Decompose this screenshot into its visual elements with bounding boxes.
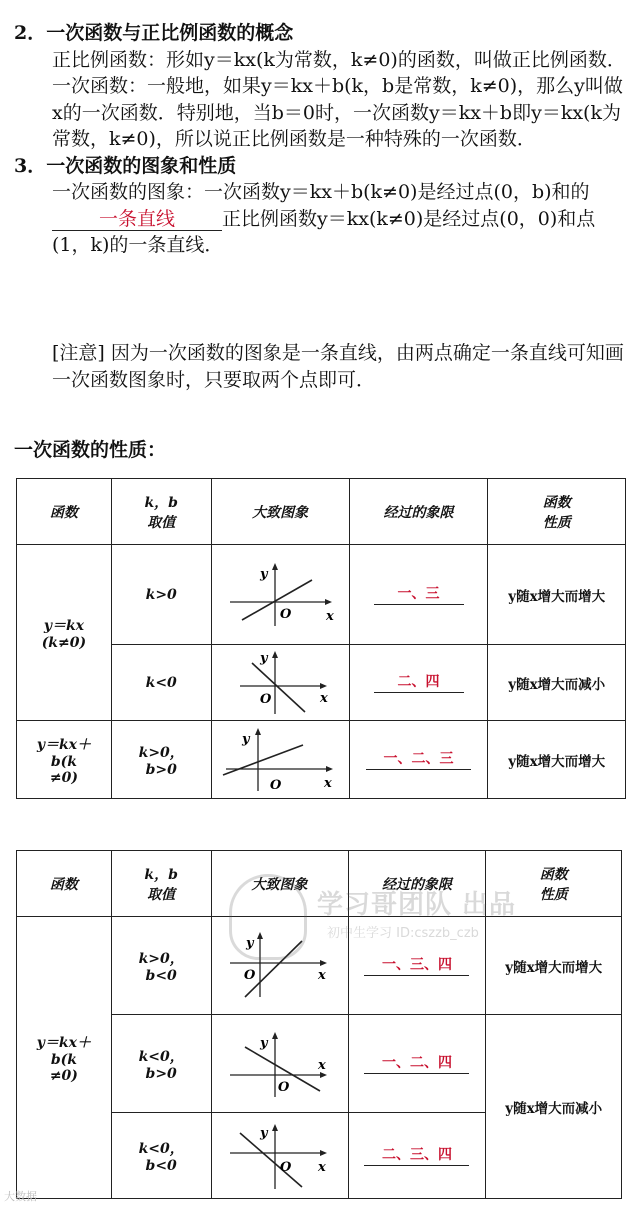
quadrant-cell xyxy=(348,1015,486,1113)
section3-heading: 3．一次函数的图象和性质 xyxy=(14,154,237,177)
graph-cell xyxy=(211,1015,348,1113)
graph-cell xyxy=(211,917,348,1015)
table-row xyxy=(17,545,626,645)
property-cell: y随x增大而增大 xyxy=(488,545,626,645)
graph-cell xyxy=(211,645,349,721)
axis-y-label: y xyxy=(259,1035,268,1051)
properties-table-2 xyxy=(16,850,622,1199)
properties-title: 一次函数的性质： xyxy=(14,439,167,461)
section2-para2: 一次函数：一般地，如果y＝kx＋b(k，b是常数，k≠0)，那么y叫做x的一次函数．特别地，当b＝0时，一次函数y＝kx＋b即y＝kx(k为常数，k≠0)，所以说正比例函数是一种特殊的一次函数． xyxy=(52,75,623,150)
section3-para1-after: 正比例函数y＝kx(k≠0)是经过点(0，0)和点(1，k)的一条直线． xyxy=(52,207,596,256)
axis-y-label: y xyxy=(260,566,268,582)
header-kb: k，b 取值 xyxy=(111,479,211,545)
section3-para1-before: 一次函数的图象：一次函数y＝kx＋b(k≠0)是经过点(0，b)和的 xyxy=(52,181,590,203)
section2-heading: 2．一次函数与正比例函数的概念 xyxy=(14,22,294,44)
axis-x-label: x xyxy=(323,775,332,791)
quadrant-cell xyxy=(349,645,488,721)
graph-k-pos xyxy=(220,560,340,630)
axis-x-label: x xyxy=(317,967,326,983)
axis-y-label: y xyxy=(241,731,250,747)
func-cell: y＝kx＋ b(k ≠0) xyxy=(17,917,112,1199)
quadrant-cell xyxy=(349,545,488,645)
axis-y-label: y xyxy=(259,1125,268,1141)
properties-table-1 xyxy=(16,478,626,799)
origin-label: O xyxy=(269,777,281,793)
quadrant-answer: 二、四 xyxy=(374,672,464,693)
header-graph: 大致图象 xyxy=(211,851,348,917)
cond-cell: k>0 xyxy=(111,545,211,645)
table-row xyxy=(17,721,626,799)
func-cell: y＝kx＋ b(k ≠0) xyxy=(17,721,112,799)
cond-cell: k>0， b<0 xyxy=(111,917,211,1015)
header-graph: 大致图象 xyxy=(211,479,349,545)
graph-k-neg-b-neg xyxy=(220,1121,340,1191)
axis-x-label: x xyxy=(317,1057,326,1073)
header-func: 函数 xyxy=(17,851,112,917)
property-cell-merged: y随x增大而减小 xyxy=(486,1015,622,1199)
quadrant-answer: 一、三、四 xyxy=(364,955,469,976)
quadrant-answer: 一、三 xyxy=(374,584,464,605)
axis-x-label: x xyxy=(317,1159,326,1175)
graph-cell xyxy=(211,1113,348,1199)
axis-y-label: y xyxy=(245,935,254,951)
cond-cell: k>0， b>0 xyxy=(111,721,211,799)
blank-answer: 一条直线 xyxy=(52,208,222,231)
graph-k-neg xyxy=(220,648,340,718)
table-header-row xyxy=(17,479,626,545)
section2-para1: 正比例函数：形如y＝kx(k为常数，k≠0)的函数，叫做正比例函数． xyxy=(52,48,626,71)
header-quadrants: 经过的象限 xyxy=(348,851,486,917)
corner-mark: 大数据 xyxy=(4,1190,37,1203)
axis-x-label: x xyxy=(320,690,328,706)
graph-k-pos-b-pos xyxy=(218,725,343,795)
graph-k-pos-b-neg xyxy=(220,931,340,1001)
watermark-sub: 初中生学习 ID:cszzb_czb xyxy=(327,926,479,941)
header-kb: k，b 取值 xyxy=(111,851,211,917)
table-row xyxy=(17,917,622,1015)
concept-section xyxy=(14,20,626,259)
property-cell: y随x增大而增大 xyxy=(488,721,626,799)
header-quadrants: 经过的象限 xyxy=(349,479,488,545)
quadrant-answer: 一、二、四 xyxy=(364,1053,469,1074)
table-header-row xyxy=(17,851,622,917)
watermark-title: 学习哥团队 出品 xyxy=(317,890,517,920)
property-cell: y随x增大而减小 xyxy=(488,645,626,721)
func-cell: y＝kx (k≠0) xyxy=(17,545,112,721)
quadrant-cell xyxy=(348,1113,486,1199)
quadrant-answer: 二、三、四 xyxy=(364,1145,469,1166)
graph-cell xyxy=(211,545,349,645)
graph-k-neg-b-pos xyxy=(220,1029,340,1099)
cond-cell: k<0 xyxy=(111,645,211,721)
axis-y-label: y xyxy=(260,650,268,666)
origin-label: O xyxy=(260,691,272,707)
axis-x-label: x xyxy=(326,608,334,624)
origin-label: O xyxy=(277,1079,289,1095)
header-property: 函数 性质 xyxy=(488,479,626,545)
origin-label: O xyxy=(280,606,292,622)
origin-label: O xyxy=(243,967,255,983)
cond-cell: k<0， b<0 xyxy=(111,1113,211,1199)
note-paragraph: [注意] 因为一次函数的图象是一条直线，由两点确定一条直线可知画一次函数图象时，只要取两个点即可． xyxy=(52,342,624,391)
origin-label: O xyxy=(279,1159,291,1175)
header-property: 函数 性质 xyxy=(486,851,622,917)
quadrant-cell xyxy=(348,917,486,1015)
graph-cell xyxy=(211,721,349,799)
section3-para1 xyxy=(14,179,626,259)
quadrant-cell xyxy=(349,721,488,799)
quadrant-answer: 一、二、三 xyxy=(366,749,471,770)
header-func: 函数 xyxy=(17,479,112,545)
cond-cell: k<0， b>0 xyxy=(111,1015,211,1113)
property-cell: y随x增大而增大 xyxy=(486,917,622,1015)
